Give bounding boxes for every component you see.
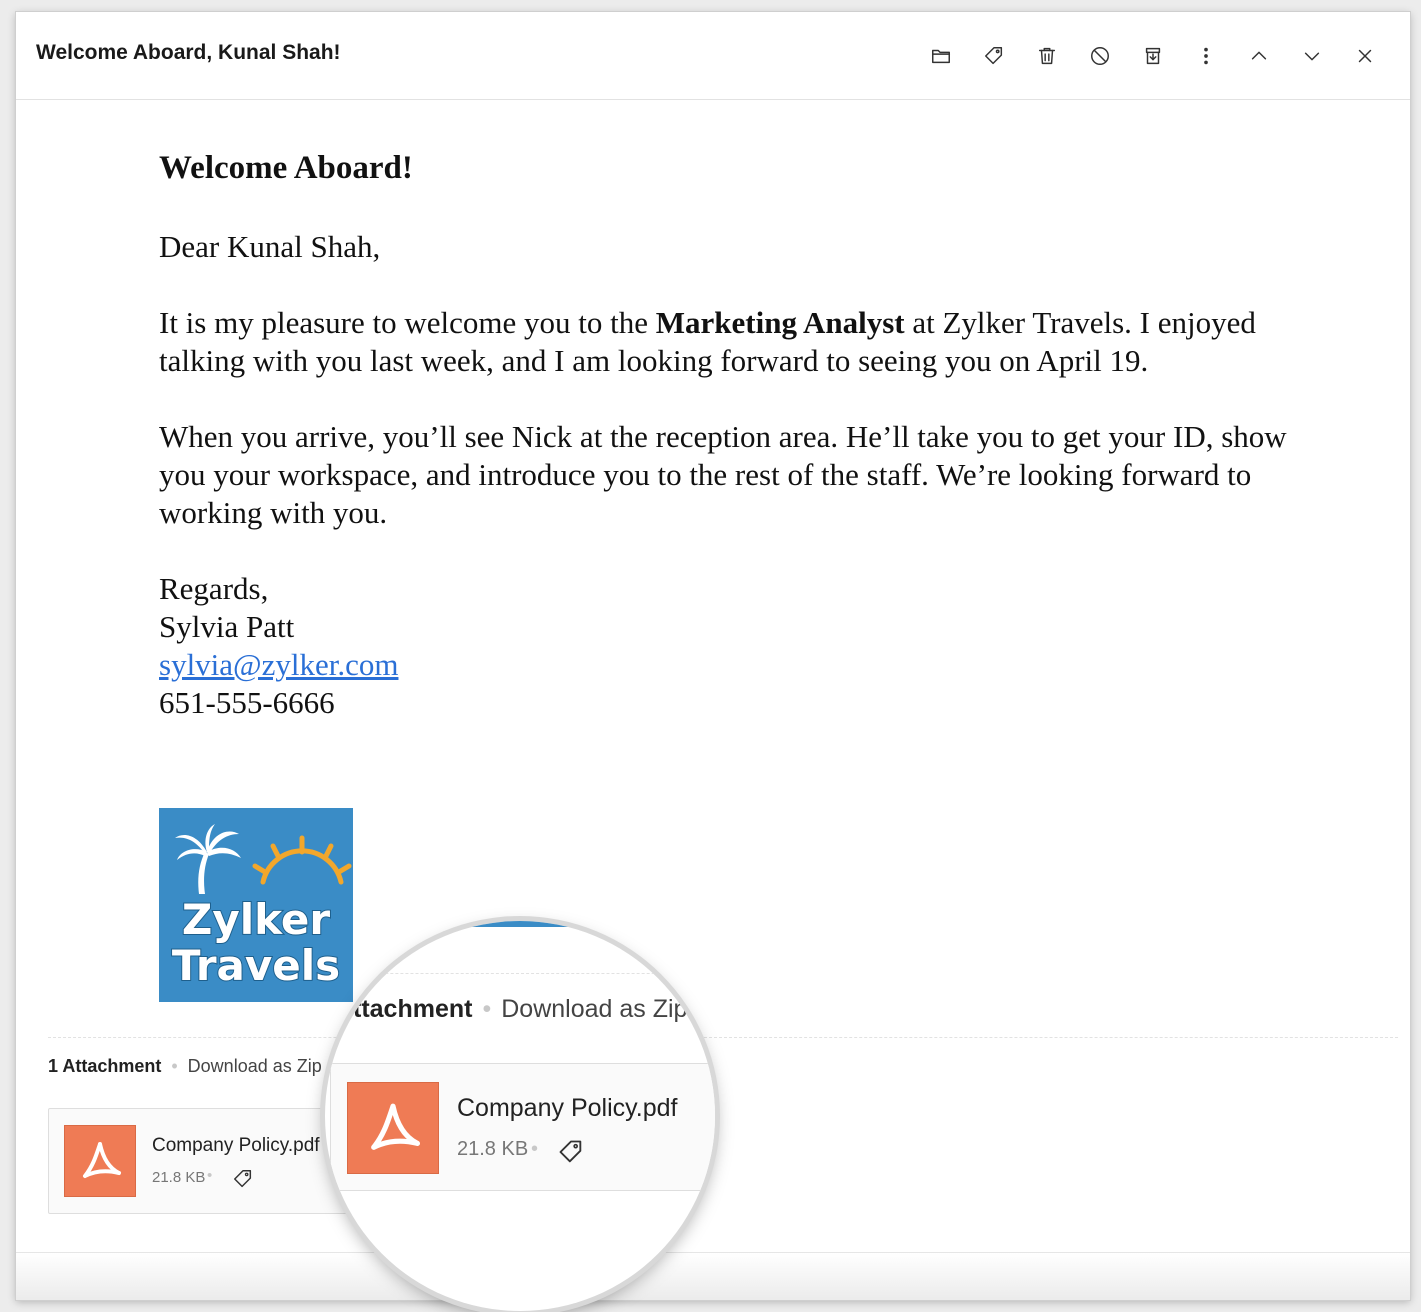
separator-dot: • [171,1056,178,1076]
logo-line-1: Zylker [181,895,331,944]
separator-dot: • [531,1138,539,1160]
move-folder-icon[interactable] [924,40,958,72]
salutation: Dear Kunal Shah, [159,229,381,264]
download-zip-link[interactable]: Download as Zip [187,1056,322,1076]
bottom-bar [16,1252,1410,1300]
delete-icon[interactable] [1030,40,1064,72]
magnified-tag-icon[interactable] [557,1138,585,1166]
attachment-divider [48,1037,1398,1038]
email-header [16,12,1410,100]
attachment-count: 1 Attachment [48,1056,162,1076]
message-title: Welcome Aboard! [159,150,413,186]
magnified-attachment-header [353,995,687,1024]
attachment-file-name: Company Policy.pdf [152,1135,320,1156]
magnified-attachment-card[interactable] [330,1063,715,1191]
closing: Regards, [159,571,269,606]
logo-line-2: Travels [171,941,341,990]
magnified-pdf-file-icon [347,1082,439,1174]
attachment-header [48,1056,322,1077]
magnified-download-zip-link[interactable]: Download as Zip [501,995,688,1023]
paragraph-1-text-a: It is my pleasure to welcome you to the [159,305,656,340]
email-subject: Welcome Aboard, Kunal Shah! [36,41,341,64]
sender-email-link[interactable]: sylvia@zylker.com [159,647,399,682]
spam-icon[interactable] [1083,40,1117,72]
close-icon[interactable] [1348,40,1382,72]
attachment-tag-icon[interactable] [232,1168,254,1190]
magnified-file-name: Company Policy.pdf [457,1094,678,1122]
email-body [159,148,1289,722]
paragraph-1-text-b: at Zylker Travels. I enjoyed talking with you last week, and I am looking forward to seeing you on April 19. [159,305,1256,378]
job-title: Marketing Analyst [655,305,905,340]
magnified-logo-edge [465,921,585,927]
tag-icon[interactable] [977,40,1011,72]
chevron-down-icon[interactable] [1295,40,1329,72]
zylker-travels-logo [159,808,353,1002]
magnified-divider [325,973,715,974]
attachment-file-size: 21.8 KB [152,1169,206,1186]
sender-phone: 651-555-6666 [159,685,335,720]
more-options-icon[interactable] [1189,40,1223,72]
pdf-file-icon [64,1125,136,1197]
paragraph-2: When you arrive, you’ll see Nick at the reception area. He’ll take you to get your ID, show you your workspace, and introduce you to the rest of the staff. We’re looking forward to working with you. [159,419,1287,530]
magnified-file-size: 21.8 KB [457,1138,529,1160]
archive-icon[interactable] [1136,40,1170,72]
paragraph-1 [159,304,1289,380]
sender-name: Sylvia Patt [159,609,295,644]
chevron-up-icon[interactable] [1242,40,1276,72]
magnifier-callout [325,921,715,1311]
separator-dot: • [482,995,492,1023]
magnified-attachment-count: ttachment [353,995,473,1023]
email-toolbar [924,40,1394,72]
separator-dot: • [207,1167,213,1184]
